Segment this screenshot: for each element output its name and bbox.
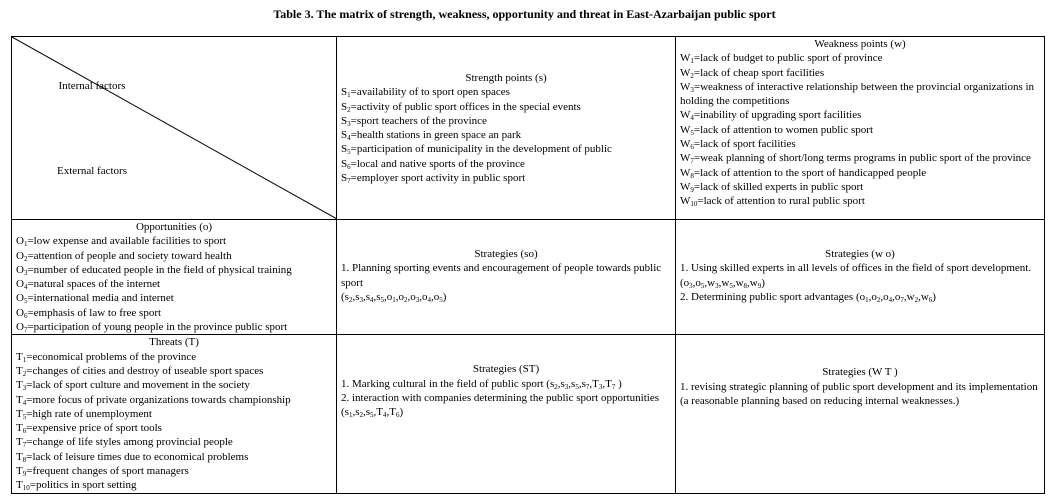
opportunity-item: $O_6=emphasis$ of law to free sport [16,306,162,320]
weakness-item: $W_5=lack$ of attention to women public sport [680,123,874,137]
wo-codes-1: $(o_3,o_5,w_3,w_5,w_8,w_9)$ [680,276,765,290]
weakness-heading: Weakness points (w) [814,38,906,50]
opportunity-heading: Opportunities (o) [135,221,213,233]
opportunity-item: $O_2=attention$ of people and society toward health [16,249,232,263]
threat-item: $T_2=changes$ of cities and destroy of useable sport spaces [16,364,264,378]
weakness-item: $W_4=inability$ of upgrading sport facilities [680,109,862,123]
st-item-2 [341,391,671,420]
threat-item: $T_8=lack$ of leisure times due to economical problems [16,450,249,464]
weakness-item: $W_2=lack$ of cheap sport facilities [680,66,825,80]
st-strategies-cell [337,335,676,493]
st-line-2: 2. interaction with companies determining the public sport opportunities [341,391,660,404]
wo-line-1: 1. Using skilled experts in all levels of offices in the field of sport development. [680,262,1032,275]
weakness-item: $W_1=lack$ of budget to public sport of province [680,52,883,66]
internal-factors-label: Internal factors [58,80,126,92]
wo-item-2 [680,290,1040,304]
threat-row [12,335,1045,493]
threat-list [16,350,332,493]
so-strategies-cell [337,220,676,335]
opportunity-row [12,220,1045,335]
strength-item: $S_5=participation$ of municipality in the development of public [341,143,612,157]
wo-line-2: 2. Determining public sport advantages [680,290,854,303]
threat-item: $T_1=economical$ problems of the province [16,350,197,364]
external-factors-label: External factors [57,165,127,177]
strength-list [341,85,671,185]
weakness-item: $W_3=weakness$ of interactive relationship between the provincial organizations in holding the competitions [680,80,1035,108]
weakness-item: $W_8=lack$ of attention to the sport of handicapped people [680,166,927,180]
strength-item: $S_6=local$ and native sports of the province [341,157,525,171]
weakness-item: $W_6=lack$ of sport facilities [680,138,796,152]
corner-cell [12,37,337,220]
st-codes-1: ($s_2,s_3,s_5,s_7,T_3,T_7$ ) [546,377,622,391]
threat-heading: Threats (T) [149,336,199,349]
strength-item: $S_7=employer$ sport activity in public sport [341,172,526,186]
wo-strategies-cell [676,220,1045,335]
threat-item: $T_5=high$ rate of unemployment [16,407,152,421]
threat-item: $T_9=frequent$ changes of sport managers [16,465,189,479]
wo-heading: Strategies (w o) [825,248,895,260]
opportunity-item: $O_1=low$ expense and available facilities to sport [16,235,227,249]
weakness-item: $W_7=weak$ planning of short/long terms programs in public sport of the province [680,152,1031,166]
wo-item-1 [680,261,1040,290]
threat-item: $T_{10}=politics$ in sport setting [16,479,137,493]
opportunity-cell [12,220,337,335]
opportunity-item: $O_3=number$ of educated people in the field of physical training [16,263,292,277]
diagonal-line [12,37,337,219]
opportunity-list [16,234,332,334]
st-heading: Strategies (ST) [472,363,540,376]
threat-item: $T_7=change$ of life styles among provincial people [16,436,233,450]
opportunity-item: $O_5=international$ media and internet [16,292,174,306]
so-codes: $(s_2,s_3,s_4,s_5,o_1,o_2,o_3,o_4,o_5)$ [341,290,447,304]
st-item-1 [341,377,671,391]
threat-item: $T_4=more$ focus of private organizations towards championship [16,393,291,407]
strength-item: $S_2=activity$ of public sport offices in the special events [341,100,581,114]
header-row [12,37,1045,220]
wt-strategies-cell [676,335,1045,493]
st-line-1: 1. Marking cultural in the field of public sport [341,377,544,390]
weakness-list [680,51,1040,208]
opportunity-item: $O_7=participation$ of young people in the province public sport [16,321,288,335]
table-title: Table 3. The matrix of strength, weakness, opportunity and threat in East-Azarbaijan public sport [273,7,776,21]
weakness-cell [676,37,1045,220]
opportunity-item: $O_4=natural$ spaces of the internet [16,278,161,292]
strength-item: $S_1=availability$ of to sport open spaces [341,86,510,100]
strength-heading: Strength points (s) [465,72,547,84]
threat-cell [12,335,337,493]
threat-item: $T_6=expensive$ price of sport tools [16,422,162,436]
swot-matrix [11,36,1045,494]
threat-item: $T_3=lack$ of sport culture and movement in the society [16,379,250,393]
wt-heading: Strategies (W T ) [822,366,898,379]
strength-item: $S_3=sport$ teachers of the province [341,114,487,128]
strength-item: $S_4=health$ stations in green space an park [341,129,522,143]
st-codes-2: $(s_1,s_2,s_5,T_4,T_6)$ [341,406,404,420]
so-line-1: 1. Planning sporting events and encouragement of people towards public sport [341,262,662,289]
weakness-item: $W_9=lack$ of skilled experts in public sport [680,180,864,194]
wt-line-1: 1. revising strategic planning of public sport development and its implementation (a reasonable planning based on reducing internal weaknesses.) [680,380,1038,407]
so-heading: Strategies (so) [474,248,538,260]
weakness-item: $W_{10}=lack$ of attention to rural public sport [680,195,865,209]
strength-cell [337,37,676,220]
wo-codes-2: $(o_1,o_2,o_4,o_7,w_2,w_6)$ [855,290,936,304]
